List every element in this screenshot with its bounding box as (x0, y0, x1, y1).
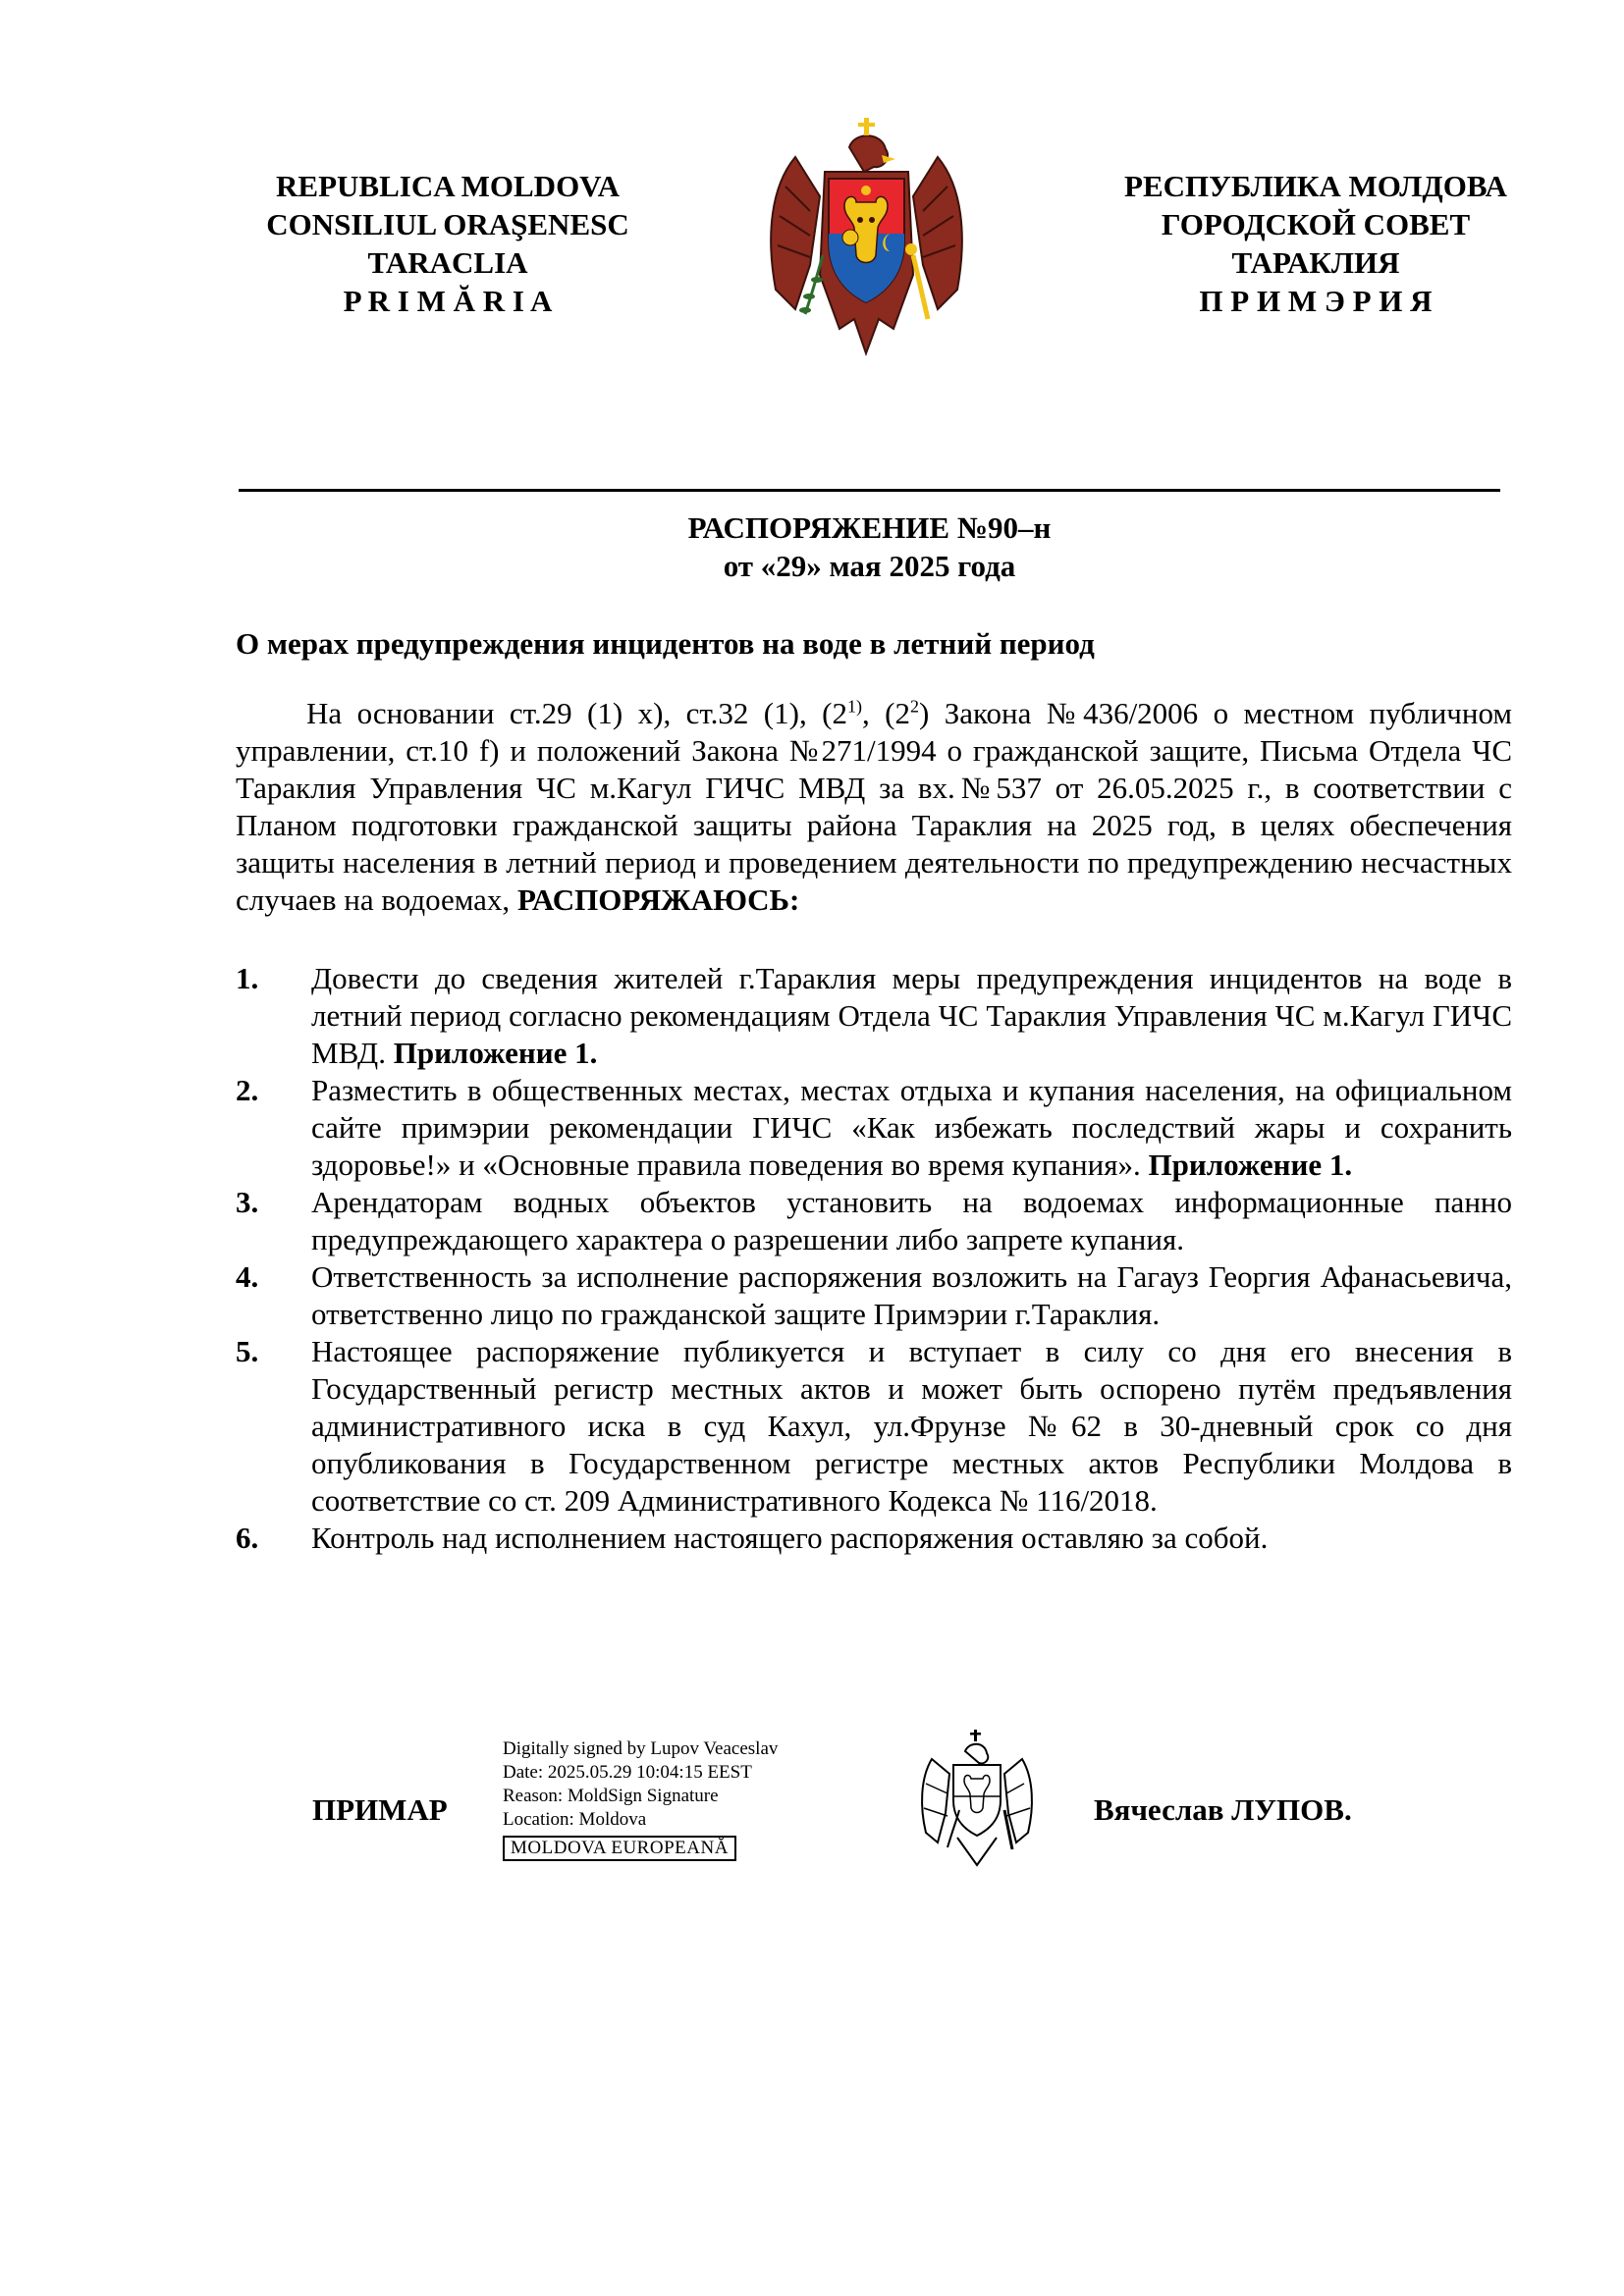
intro-sup-2: 2 (909, 696, 919, 717)
intro-paragraph (236, 695, 1512, 919)
signatory-name: Вячеслав ЛУПОВ. (1094, 1792, 1352, 1827)
list-item-text: Настоящее распоряжение публикуется и вступает в силу со дня его внесения в Государственный регистр местных актов и может быть оспорено путём предъявления административного иска в суд Кахул, ул.Фрунзе №62 в 30-дневный срок со дня опубликования в Государственном регистре местных актов Республики Молдова в соответствие со ст. 209 Административного Кодекса № 116/2018. (311, 1334, 1512, 1518)
list-item (236, 1258, 1512, 1333)
decree-items (236, 960, 1512, 1557)
header-right-line-2: ГОРОДСКОЙ СОВЕТ (1161, 207, 1471, 241)
intro-text-2: , (2 (861, 696, 910, 730)
list-item-bold: Приложение 1. (393, 1036, 598, 1070)
header-left-line-2: CONSILIUL ORAŞENESC (266, 207, 629, 241)
list-item-number: 1. (236, 961, 259, 995)
header-right (1090, 167, 1542, 320)
document-subject: О мерах предупреждения инцидентов на воде в летний период (236, 626, 1095, 661)
header-divider (239, 489, 1500, 492)
signature-location: Location: Moldova (503, 1809, 647, 1830)
list-item-number: 4. (236, 1259, 259, 1294)
list-item-text: Ответственность за исполнение распоряжения возложить на Гагауз Георгия Афанасьевича, ответственно лицо по гражданской защите Примэрии г.Тараклия. (311, 1259, 1512, 1331)
list-item-number: 3. (236, 1185, 259, 1219)
coat-of-arms-icon (766, 118, 967, 358)
document-title-block (239, 508, 1500, 585)
digital-signature-block[interactable] (503, 1737, 778, 1861)
list-item-text: Довести до сведения жителей г.Тараклия меры предупреждения инцидентов на воде в летний период согласно рекомендациям Отдела ЧС Тараклия Управления ЧС м.Кагул ГИЧС МВД. (311, 961, 1512, 1070)
list-item (236, 1072, 1512, 1184)
list-item-text: Разместить в общественных местах, местах отдыха и купания населения, на официальном сайте примэрии рекомендации ГИЧС «Как избежать последствий жары и сохранить здоровье!» и «Основные правила поведения во время купания». (311, 1073, 1512, 1182)
signature-reason: Reason: MoldSign Signature (503, 1786, 719, 1806)
signature-date: Date: 2025.05.29 10:04:15 EEST (503, 1762, 752, 1783)
header-left-line-4: P R I M Ă R I A (343, 284, 553, 318)
list-item-text: Арендаторам водных объектов установить на водоемах информационные панно предупреждающего характера о разрешении либо запрете купания. (311, 1185, 1512, 1256)
signature-coat-of-arms-icon (918, 1730, 1036, 1867)
document-title: РАСПОРЯЖЕНИЕ №90–н (687, 510, 1052, 545)
intro-text-3: ) Закона №436/2006 о местном публичном управлении, ст.10 f) и положений Закона №271/1994 о гражданской защите, Письма Отдела ЧС Тараклия Управления ЧС м.Кагул ГИЧС МВД за вх.№537 от 26.05.2025 г., в соответствии с Планом подготовки гражданской защиты района Тараклия на 2025 год, в целях обеспечения защиты населения в летний период и проведением деятельности по предупреждению несчастных случаев на водоемах, (236, 696, 1512, 917)
list-item (236, 1184, 1512, 1258)
header-left (232, 167, 664, 320)
list-item (236, 1333, 1512, 1520)
list-item-bold: Приложение 1. (1148, 1148, 1353, 1182)
list-item (236, 960, 1512, 1072)
intro-text-1: На основании ст.29 (1) x), ст.32 (1), (2 (306, 696, 847, 730)
header-right-line-3: ТАРАКЛИЯ (1231, 245, 1400, 280)
document-date: от «29» мая 2025 года (723, 549, 1016, 583)
header-left-line-1: REPUBLICA MOLDOVA (276, 169, 620, 203)
intro-sup-1: 1) (846, 696, 862, 717)
signature-role: ПРИМАР (312, 1792, 448, 1827)
header-left-line-3: TARACLIA (367, 245, 528, 280)
signature-badge: MOLDOVA EUROPEANĂ (503, 1836, 736, 1861)
list-item-number: 2. (236, 1073, 259, 1107)
list-item-number: 6. (236, 1521, 259, 1555)
list-item (236, 1520, 1512, 1557)
decree-word: РАСПОРЯЖАЮСЬ: (516, 882, 800, 917)
header-right-line-1: РЕСПУБЛИКА МОЛДОВА (1124, 169, 1507, 203)
list-item-number: 5. (236, 1334, 259, 1368)
list-item-text: Контроль над исполнением настоящего распоряжения оставляю за собой. (311, 1521, 1269, 1555)
header-right-line-4: П Р И М Э Р И Я (1199, 284, 1433, 318)
signature-signed-by: Digitally signed by Lupov Veaceslav (503, 1738, 779, 1759)
